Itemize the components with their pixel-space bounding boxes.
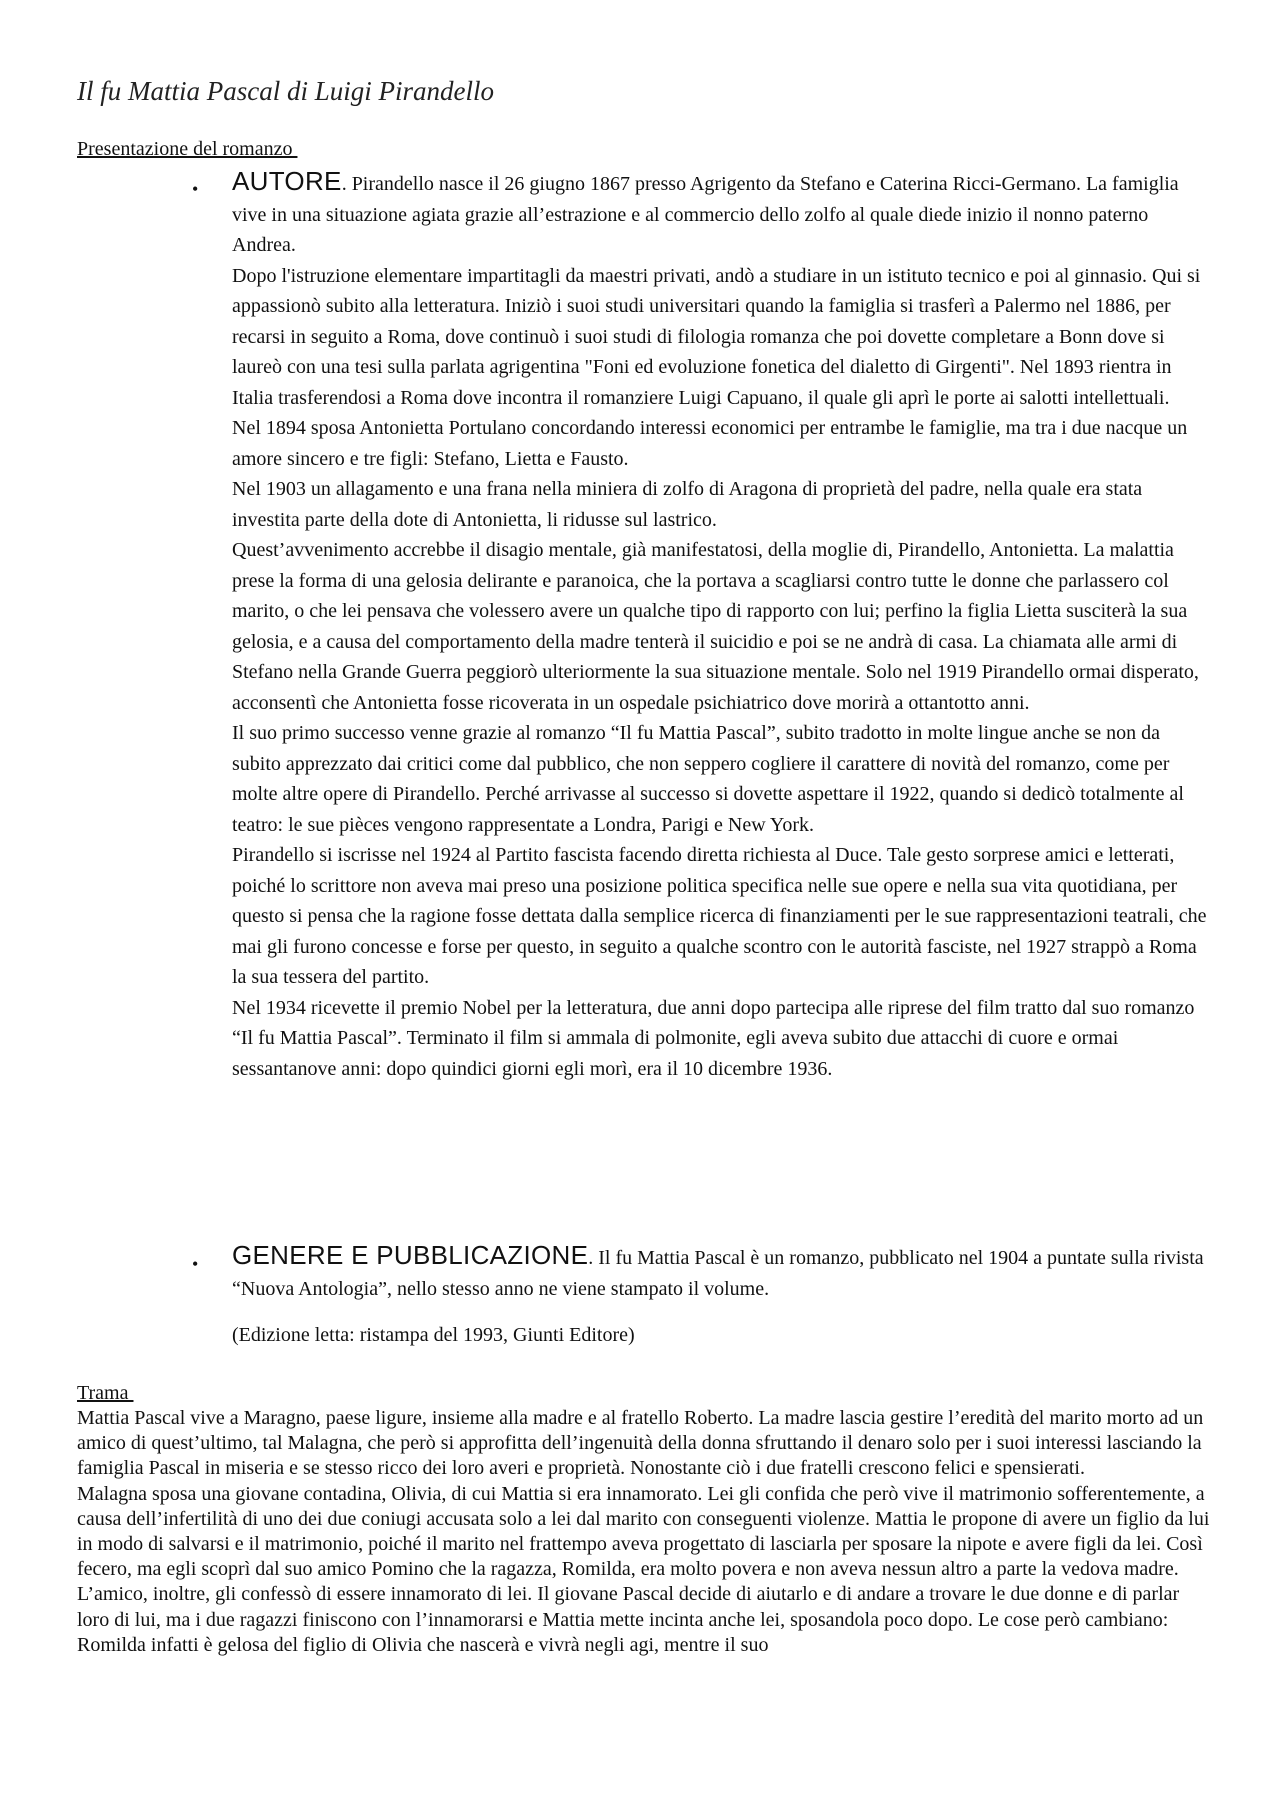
- paragraph: Dopo l'istruzione elementare impartitagli da maestri privati, andò a studiare in un istituto tecnico e poi al ginnasio. Qui si appassionò subito alla letteratura. Iniziò i suoi studi universitari quando la famiglia si trasferì a Palermo nel 1886, per recarsi in seguito a Roma, dove continuò i suoi studi di filologia romanza che poi dovette completare a Bonn dove si laureò con una tesi sulla parlata agrigentina "Foni ed evoluzione fonetica del dialetto di Girgenti". Nel 1893 rientra in Italia trasferendosi a Roma dove incontra il romanziere Luigi Capuano, il quale gli aprì le porte ai salotti intellettuali.: [232, 264, 1201, 409]
- item-text: . Il fu Mattia Pascal è un romanzo, pubblicato nel 1904 a puntate sulla rivista “Nuova Antologia”, nello stesso anno ne viene stampato il volume.: [232, 1247, 1204, 1300]
- trama-paragraph: Malagna sposa una giovane contadina, Olivia, di cui Mattia si era innamorato. Lei gli confida che però vive il matrimonio sofferentemente, a causa dell’infertilità di uno dei due coniugi accusata solo a lei dal marito con conseguenti violenze. Mattia le propone di avere un figlio da lui in modo di salvarsi e il matrimonio, poiché il marito nel frattempo aveva progettato di lasciarla per sposare la nipote e avere figli da lei. Così fecero, ma egli scoprì dal suo amico Pomino che la ragazza, Romilda, era molto povera e non aveva nessun altro a parte la vedova madre. L’amico, inoltre, gli confessò di essere innamorato di lei. Il giovane Pascal decide di aiutarlo e di andare a trovare le due donne e di parlar loro di lui, ma i due ragazzi finiscono con l’innamorarsi e Mattia mette incinta anche lei, sposandola poco dopo. Le cose però cambiano: Romilda infatti è gelosa del figlio di Olivia che nascerà e vivrà negli agi, mentre il suo: [77, 1482, 1210, 1656]
- paragraph: Quest’avvenimento accrebbe il disagio mentale, già manifestatosi, della moglie di, Pirandello, Antonietta. La malattia prese la forma di una gelosia delirante e paranoica, che la portava a scagliarsi contro tutte le donne che parlassero col marito, o che lei pensava che volessero avere un qualche tipo di rapporto con lui; perfino la figlia Lietta susciterà la sua gelosia, e a causa del comportamento della madre tenterà il suicidio e poi se ne andrà di casa. La chiamata alle armi di Stefano nella Grande Guerra peggiorò ulteriormente la sua situazione mentale. Solo nel 1919 Pirandello ormai disperato, acconsentì che Antonietta fosse ricoverata in un ospedale psichiatrico dove morirà a ottantotto anni.: [232, 539, 1199, 714]
- paragraph: [232, 166, 1208, 261]
- paragraph: Il suo primo successo venne grazie al romanzo “Il fu Mattia Pascal”, subito tradotto in molte lingue anche se non da subito apprezzato dai critici come dal pubblico, che non seppero cogliere il carattere di novità del romanzo, come per molte altre opere di Pirandello. Perché arrivasse al successo si dovette aspettare il 1922, quando si dedicò totalmente al teatro: le sue pièces vengono rappresentate a Londra, Parigi e New York.: [232, 722, 1184, 836]
- edition-note: (Edizione letta: ristampa del 1993, Giunti Editore): [232, 1324, 635, 1346]
- paragraph: [232, 1240, 1208, 1304]
- bullet-dot-icon: •: [192, 179, 199, 199]
- paragraph: Pirandello si iscrisse nel 1924 al Partito fascista facendo diretta richiesta al Duce. Tale gesto sorprese amici e letterati, poiché lo scrittore non aveva mai preso una posizione politica specifica nelle sue opere e nella sua vita quotidiana, per questo si pensa che la ragione fosse dettata dalla semplice ricerca di finanziamenti per le sue rappresentazioni teatrali, che mai gli furono concesse e forse per questo, in seguito a qualche scontro con le autorità fasciste, nel 1927 strappò a Roma la sua tessera del partito.: [232, 844, 1207, 988]
- item-lead: GENERE E PUBBLICAZIONE: [232, 1240, 589, 1270]
- section-heading-trama: Trama: [77, 1382, 134, 1404]
- item-lead: AUTORE: [232, 166, 342, 196]
- list-item-autore: [232, 166, 1208, 1084]
- item-text: . Pirandello nasce il 26 giugno 1867 presso Agrigento da Stefano e Caterina Ricci-Germano. La famiglia vive in una situazione agiata grazie all’estrazione e al commercio dello zolfo al quale diede inizio il nonno paterno Andrea.: [232, 173, 1179, 256]
- trama-body: [77, 1406, 1212, 1658]
- section-heading-presentazione: Presentazione del romanzo: [77, 138, 298, 160]
- list-item-genere: [232, 1240, 1208, 1304]
- trama-paragraph: Mattia Pascal vive a Maragno, paese ligure, insieme alla madre e al fratello Roberto. La madre lascia gestire l’eredità del marito morto ad un amico di quest’ultimo, tal Malagna, che però si approfitta dell’ingenuità della donna sfruttando il denaro solo per i suoi interessi lasciando la famiglia Pascal in miseria e se stesso ricco dei loro averi e proprietà. Nonostante ciò i due fratelli crescono felici e spensierati.: [77, 1407, 1204, 1480]
- paragraph: Nel 1934 ricevette il premio Nobel per la letteratura, due anni dopo partecipa alle riprese del film tratto dal suo romanzo “Il fu Mattia Pascal”. Terminato il film si ammala di polmonite, egli aveva subito due attacchi di cuore e ormai sessantanove anni: dopo quindici giorni egli morì, era il 10 dicembre 1936.: [232, 996, 1195, 1080]
- bullet-dot-icon: •: [192, 1254, 199, 1274]
- paragraph: Nel 1894 sposa Antonietta Portulano concordando interessi economici per entrambe le famiglie, ma tra i due nacque un amore sincero e tre figli: Stefano, Lietta e Fausto.: [232, 417, 1188, 470]
- paragraph: Nel 1903 un allagamento e una frana nella miniera di zolfo di Aragona di proprietà del padre, nella quale era stata investita parte della dote di Antonietta, li ridusse sul lastrico.: [232, 478, 1143, 531]
- document-title: Il fu Mattia Pascal di Luigi Pirandello: [77, 76, 494, 106]
